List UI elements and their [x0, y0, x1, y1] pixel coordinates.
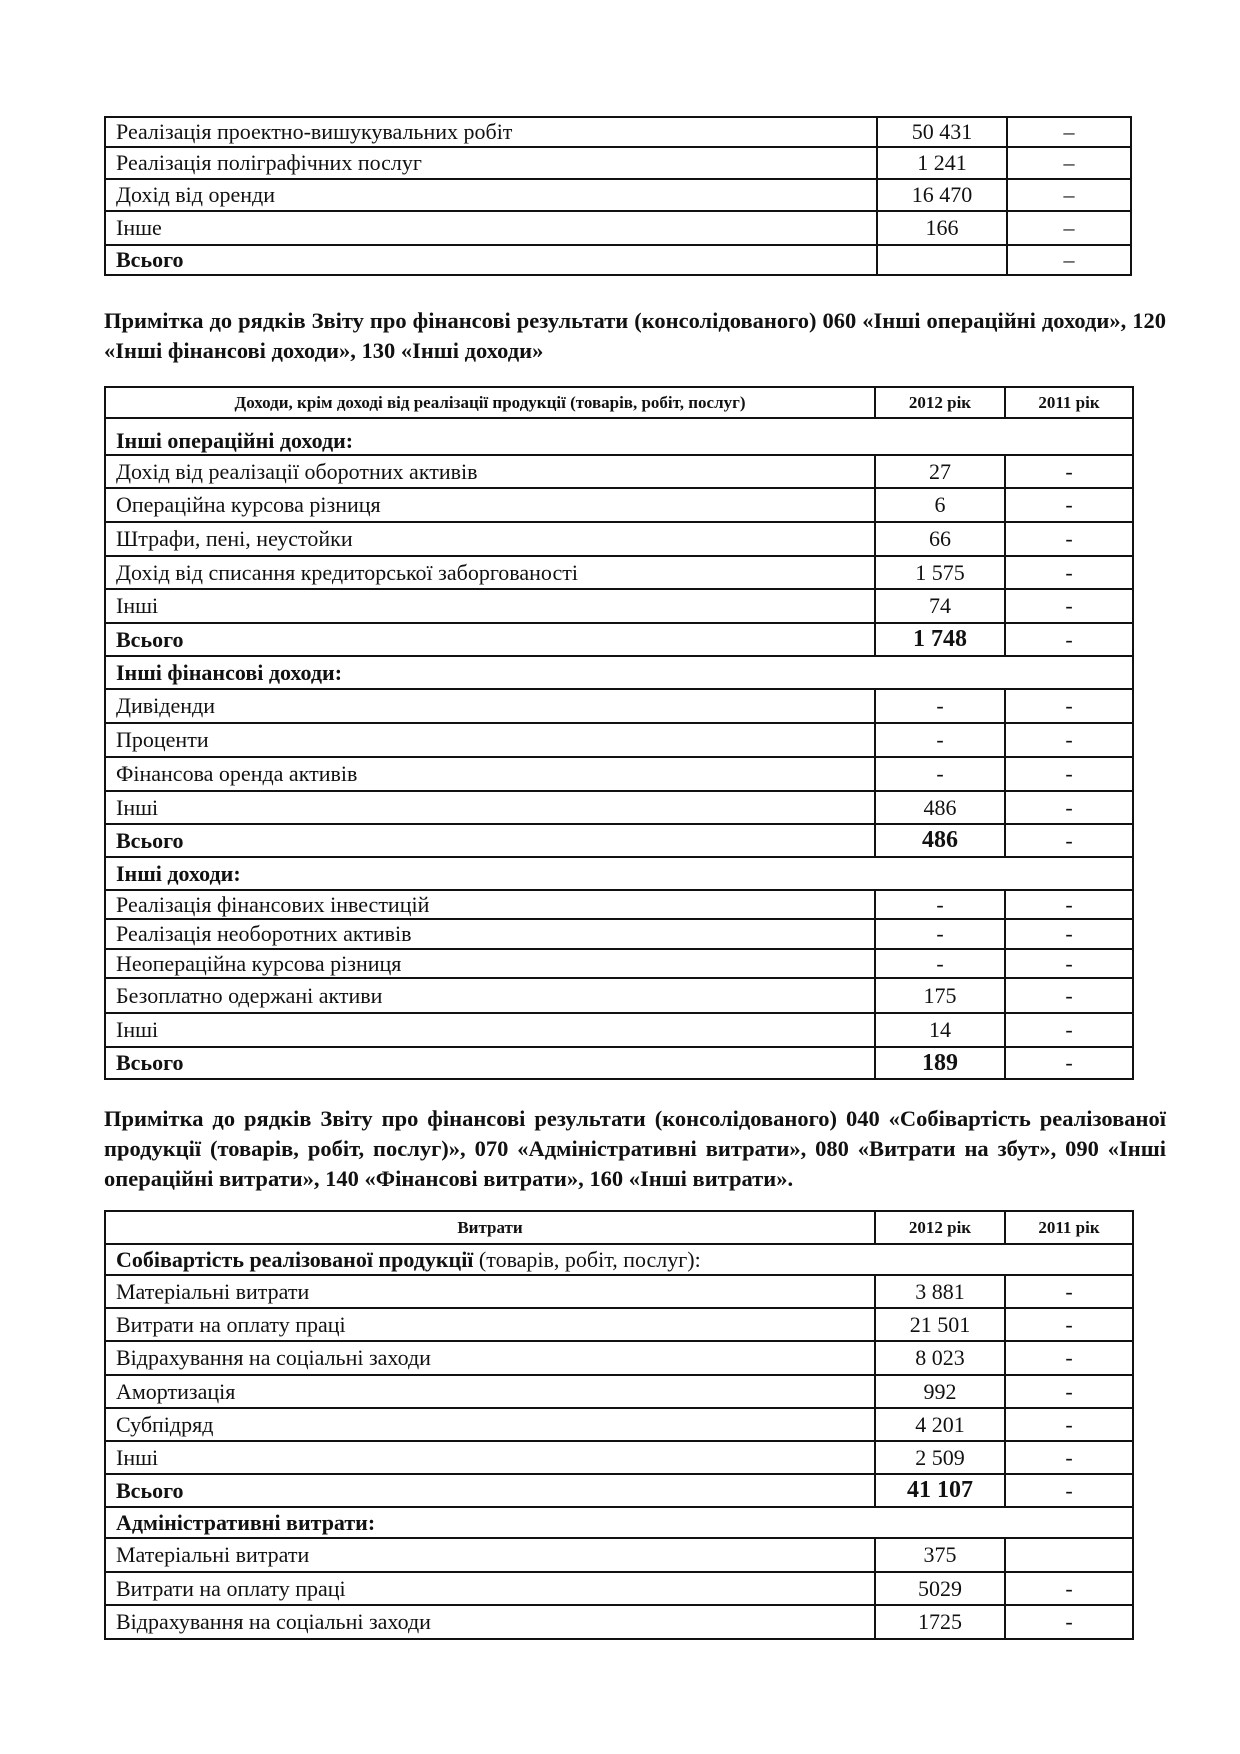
table-row	[105, 689, 1133, 723]
value-2012	[877, 245, 1007, 275]
section-row	[105, 857, 1133, 890]
value-2011: -	[1005, 1047, 1133, 1079]
table-row	[105, 589, 1133, 623]
value-2012: 4 201	[875, 1408, 1005, 1441]
table-row-total	[105, 1474, 1133, 1507]
note-heading-income: Примітка до рядків Звіту про фінансові результати (консолідованого) 060 «Інші операційні доходи», 120 «Інші фінансові доходи», 130 «Інші доходи»	[104, 308, 1166, 363]
table-row	[105, 791, 1133, 824]
header-label: Витрати	[105, 1211, 875, 1244]
table-other-sales	[104, 116, 1132, 276]
table-header	[105, 387, 1133, 418]
value-2012: 375	[875, 1538, 1005, 1572]
value-2011: -	[1005, 1341, 1133, 1375]
value-2011: –	[1007, 179, 1131, 211]
table-row	[105, 147, 1131, 179]
value-2011: -	[1005, 522, 1133, 556]
row-label: Амортизація	[105, 1375, 875, 1408]
row-label: Всього	[105, 623, 875, 656]
table-row	[105, 978, 1133, 1013]
header-label: Доходи, крім доході від реалізації продукції (товарів, робіт, послуг)	[105, 387, 875, 418]
table-row	[105, 455, 1133, 488]
value-2012: 992	[875, 1375, 1005, 1408]
value-2012: -	[875, 919, 1005, 949]
value-2011: -	[1005, 1408, 1133, 1441]
value-2011: -	[1005, 689, 1133, 723]
row-label: Відрахування на соціальні заходи	[105, 1605, 875, 1639]
row-label: Дохід від оренди	[105, 179, 877, 211]
section-title: Адміністративні витрати:	[105, 1507, 1133, 1538]
row-label: Фінансова оренда активів	[105, 757, 875, 791]
row-label: Матеріальні витрати	[105, 1275, 875, 1308]
value-2011: -	[1005, 890, 1133, 919]
table-row-total	[105, 623, 1133, 656]
row-label: Інші	[105, 791, 875, 824]
table-row	[105, 1441, 1133, 1474]
value-2011: -	[1005, 1441, 1133, 1474]
row-label: Безоплатно одержані активи	[105, 978, 875, 1013]
row-label: Дивіденди	[105, 689, 875, 723]
value-2012: 14	[875, 1013, 1005, 1047]
row-label: Витрати на оплату праці	[105, 1308, 875, 1341]
value-2012: 166	[877, 211, 1007, 245]
table-row	[105, 522, 1133, 556]
value-2012: 16 470	[877, 179, 1007, 211]
row-label: Проценти	[105, 723, 875, 757]
table-row-total	[105, 1047, 1133, 1079]
value-2011: -	[1005, 1375, 1133, 1408]
section-title	[105, 1244, 1133, 1275]
table-row	[105, 1605, 1133, 1639]
table-row	[105, 117, 1131, 147]
value-2011: -	[1005, 757, 1133, 791]
table-row	[105, 1375, 1133, 1408]
value-2011: –	[1007, 147, 1131, 179]
row-label: Операційна курсова різниця	[105, 488, 875, 522]
value-2012: -	[875, 723, 1005, 757]
row-label: Всього	[105, 1474, 875, 1507]
table-row	[105, 1572, 1133, 1605]
table-row	[105, 1408, 1133, 1441]
value-2011: -	[1005, 1275, 1133, 1308]
row-label: Інші	[105, 589, 875, 623]
row-label: Інші	[105, 1013, 875, 1047]
row-label: Витрати на оплату праці	[105, 1572, 875, 1605]
value-2011: -	[1005, 1474, 1133, 1507]
row-label: Субпідряд	[105, 1408, 875, 1441]
table-row	[105, 919, 1133, 949]
section-row	[105, 418, 1133, 455]
value-2011: –	[1007, 245, 1131, 275]
table-row	[105, 179, 1131, 211]
row-label: Всього	[105, 1047, 875, 1079]
table-row	[105, 556, 1133, 589]
table-header	[105, 1211, 1133, 1244]
value-2011: -	[1005, 455, 1133, 488]
header-2012: 2012 рік	[875, 1211, 1005, 1244]
header-2012: 2012 рік	[875, 387, 1005, 418]
table-row	[105, 723, 1133, 757]
value-2012: 66	[875, 522, 1005, 556]
value-2011: -	[1005, 556, 1133, 589]
row-label: Матеріальні витрати	[105, 1538, 875, 1572]
row-label: Інші	[105, 1441, 875, 1474]
header-2011: 2011 рік	[1005, 1211, 1133, 1244]
section-title-rest: (товарів, робіт, послуг):	[473, 1246, 701, 1272]
table-row	[105, 1538, 1133, 1572]
row-label: Реалізація проектно-вишукувальних робіт	[105, 117, 877, 147]
table-row	[105, 1013, 1133, 1047]
value-2011: -	[1005, 824, 1133, 857]
value-2011: -	[1005, 1605, 1133, 1639]
table-expenses	[104, 1210, 1134, 1640]
section-row	[105, 1507, 1133, 1538]
row-label: Всього	[105, 824, 875, 857]
value-2012: 486	[875, 824, 1005, 857]
row-label: Дохід від списання кредиторської заборгованості	[105, 556, 875, 589]
row-label: Дохід від реалізації оборотних активів	[105, 455, 875, 488]
row-label: Інше	[105, 211, 877, 245]
value-2012: 189	[875, 1047, 1005, 1079]
value-2012: 41 107	[875, 1474, 1005, 1507]
table-row	[105, 1341, 1133, 1375]
value-2011: -	[1005, 623, 1133, 656]
row-label: Реалізація поліграфічних послуг	[105, 147, 877, 179]
section-row	[105, 656, 1133, 689]
value-2012: 50 431	[877, 117, 1007, 147]
section-title: Інші фінансові доходи:	[105, 656, 1133, 689]
row-label: Реалізація необоротних активів	[105, 919, 875, 949]
value-2012: -	[875, 689, 1005, 723]
table-row	[105, 488, 1133, 522]
section-row	[105, 1244, 1133, 1275]
value-2012: 6	[875, 488, 1005, 522]
value-2012: 1 748	[875, 623, 1005, 656]
value-2012: 486	[875, 791, 1005, 824]
value-2011	[1005, 1538, 1133, 1572]
value-2011: -	[1005, 488, 1133, 522]
value-2011: -	[1005, 978, 1133, 1013]
value-2011: –	[1007, 117, 1131, 147]
value-2012: 5029	[875, 1572, 1005, 1605]
row-label: Штрафи, пені, неустойки	[105, 522, 875, 556]
value-2012: -	[875, 890, 1005, 919]
value-2011: -	[1005, 1013, 1133, 1047]
table-row	[105, 757, 1133, 791]
table-row	[105, 211, 1131, 245]
table-row-total	[105, 824, 1133, 857]
row-label: Реалізація фінансових інвестицій	[105, 890, 875, 919]
row-label: Всього	[105, 245, 877, 275]
row-label: Відрахування на соціальні заходи	[105, 1341, 875, 1375]
section-title-bold: Собівартість реалізованої продукції	[116, 1246, 474, 1272]
value-2012: 175	[875, 978, 1005, 1013]
value-2011: -	[1005, 589, 1133, 623]
value-2012: -	[875, 757, 1005, 791]
value-2011: -	[1005, 919, 1133, 949]
value-2012: 1 575	[875, 556, 1005, 589]
value-2011: -	[1005, 949, 1133, 978]
value-2012: 27	[875, 455, 1005, 488]
header-2011: 2011 рік	[1005, 387, 1133, 418]
value-2011: -	[1005, 1308, 1133, 1341]
value-2011: –	[1007, 211, 1131, 245]
row-label: Неопераційна курсова різниця	[105, 949, 875, 978]
value-2012: 1 241	[877, 147, 1007, 179]
table-row-total	[105, 245, 1131, 275]
section-title: Інші доходи:	[105, 857, 1133, 890]
value-2012: 2 509	[875, 1441, 1005, 1474]
value-2011: -	[1005, 791, 1133, 824]
value-2011: -	[1005, 1572, 1133, 1605]
value-2012: 74	[875, 589, 1005, 623]
table-row	[105, 1308, 1133, 1341]
value-2012: 3 881	[875, 1275, 1005, 1308]
section-title: Інші операційні доходи:	[105, 418, 1133, 455]
note-heading-expenses: Примітка до рядків Звіту про фінансові результати (консолідованого) 040 «Собівартість реалізованої продукції (товарів, робіт, послуг)», 070 «Адміністративні витрати», 080 «Витрати на збут», 090 «Інші операційні витрати», 140 «Фінансові витрати», 160 «Інші витрати».	[104, 1106, 1166, 1191]
table-row	[105, 1275, 1133, 1308]
value-2012: 8 023	[875, 1341, 1005, 1375]
value-2012: -	[875, 949, 1005, 978]
table-row	[105, 890, 1133, 919]
value-2012: 1725	[875, 1605, 1005, 1639]
table-row	[105, 949, 1133, 978]
table-other-income	[104, 386, 1134, 1080]
value-2012: 21 501	[875, 1308, 1005, 1341]
value-2011: -	[1005, 723, 1133, 757]
